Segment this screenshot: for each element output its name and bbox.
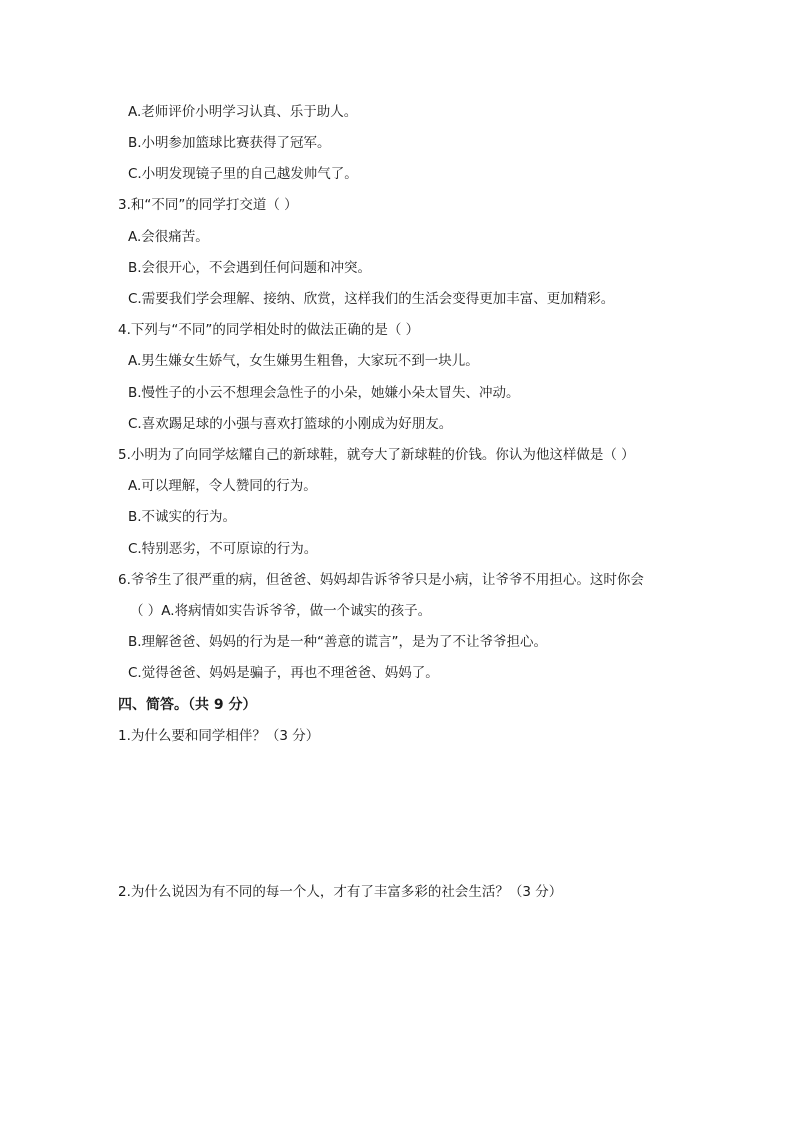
q4-option-c: C.喜欢踢足球的小强与喜欢打篮球的小刚成为好朋友。	[128, 416, 453, 432]
short-answer-q2: 2.为什么说因为有不同的每一个人，才有了丰富多彩的社会生活？（3 分）	[118, 884, 563, 900]
q6-stem-continuation: （ ）A.将病情如实告诉爷爷，做一个诚实的孩子。	[130, 603, 432, 619]
q3-option-b: B.会很开心，不会遇到任何问题和冲突。	[128, 260, 372, 276]
section-heading: 四、简答。（共 9 分）	[118, 697, 257, 713]
q4-option-a: A.男生嫌女生娇气，女生嫌男生粗鲁，大家玩不到一块儿。	[128, 353, 479, 369]
q4-option-b: B.慢性子的小云不想理会急性子的小朵，她嫌小朵太冒失、冲动。	[128, 385, 520, 401]
q5-option-c: C.特别恶劣，不可原谅的行为。	[128, 541, 318, 557]
q3-option-c: C.需要我们学会理解、接纳、欣赏，这样我们的生活会变得更加丰富、更加精彩。	[128, 291, 615, 307]
q2-option-a: A.老师评价小明学习认真、乐于助人。	[128, 104, 358, 120]
short-answer-q1: 1.为什么要和同学相伴？（3 分）	[118, 728, 320, 744]
q3-stem: 3.和“不同”的同学打交道（ ）	[118, 197, 298, 213]
q6-stem: 6.爷爷生了很严重的病，但爸爸、妈妈却告诉爷爷只是小病，让爷爷不用担心。这时你会	[118, 572, 644, 588]
q6-option-c: C.觉得爸爸、妈妈是骗子，再也不理爸爸、妈妈了。	[128, 665, 439, 681]
q2-option-b: B.小明参加篮球比赛获得了冠军。	[128, 135, 331, 151]
q3-option-a: A.会很痛苦。	[128, 229, 209, 245]
q4-stem: 4.下列与“不同”的同学相处时的做法正确的是（ ）	[118, 322, 420, 338]
q2-option-c: C.小明发现镜子里的自己越发帅气了。	[128, 166, 358, 182]
q5-option-a: A.可以理解，令人赞同的行为。	[128, 478, 317, 494]
q6-option-b: B.理解爸爸、妈妈的行为是一种“善意的谎言”，是为了不让爷爷担心。	[128, 634, 548, 650]
q5-stem: 5.小明为了向同学炫耀自己的新球鞋，就夸大了新球鞋的价钱。你认为他这样做是（ ）	[118, 447, 635, 463]
q5-option-b: B.不诚实的行为。	[128, 509, 237, 525]
